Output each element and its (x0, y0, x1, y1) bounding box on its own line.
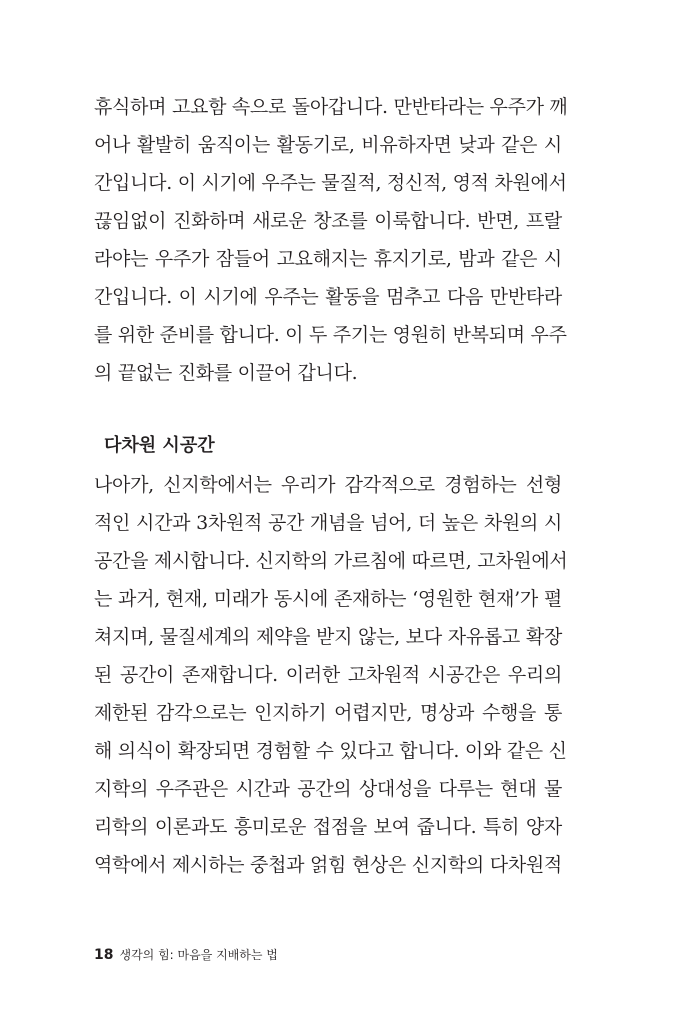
paragraph2-line-7: 제한된 감각으로는 인지하기 어렵지만, 명상과 수행을 통 (94, 702, 562, 724)
paragraph1-line-3: 간입니다. 이 시기에 우주는 물질적, 정신적, 영적 차원에서 (94, 172, 567, 194)
paragraph1-line-5: 라야는 우주가 잠들어 고요해지는 휴지기로, 밤과 같은 시 (94, 248, 562, 270)
paragraph2-line-2: 적인 시간과 3차원적 공간 개념을 넘어, 더 높은 차원의 시 (94, 512, 562, 534)
page-footer (94, 946, 278, 964)
book-title: 생각의 힘: 마음을 지배하는 법 (119, 948, 278, 962)
paragraph1-line-8: 의 끝없는 진화를 이끌어 갑니다. (94, 362, 358, 384)
paragraph1-line-6: 간입니다. 이 시기에 우주는 활동을 멈추고 다음 만반타라 (94, 286, 562, 308)
paragraph2-line-1: 나아가, 신지학에서는 우리가 감각적으로 경험하는 선형 (94, 474, 562, 496)
paragraph1-line-1: 휴식하며 고요함 속으로 돌아갑니다. 만반타라는 우주가 깨 (94, 96, 568, 118)
paragraph2-line-4: 는 과거, 현재, 미래가 동시에 존재하는 ‘영원한 현재’가 펼 (94, 588, 562, 610)
paragraph2-line-11: 역학에서 제시하는 중첩과 얽힘 현상은 신지학의 다차원적 (94, 854, 562, 876)
paragraph2-line-5: 쳐지며, 물질세계의 제약을 받지 않는, 보다 자유롭고 확장 (94, 626, 562, 648)
paragraph1-line-7: 를 위한 준비를 합니다. 이 두 주기는 영원히 반복되며 우주 (94, 324, 567, 346)
paragraph2-line-10: 리학의 이론과도 흥미로운 접점을 보여 줍니다. 특히 양자 (94, 816, 562, 838)
paragraph2-line-6: 된 공간이 존재합니다. 이러한 고차원적 시공간은 우리의 (94, 664, 562, 686)
paragraph1-line-2: 어나 활발히 움직이는 활동기로, 비유하자면 낮과 같은 시 (94, 134, 562, 156)
paragraph1-line-4: 끊임없이 진화하며 새로운 창조를 이룩합니다. 반면, 프랄 (94, 210, 562, 232)
paragraph2-line-3: 공간을 제시합니다. 신지학의 가르침에 따르면, 고차원에서 (94, 550, 568, 572)
page-number: 18 (94, 947, 114, 963)
paragraph2-line-9: 지학의 우주관은 시간과 공간의 상대성을 다루는 현대 물 (94, 778, 562, 800)
paragraph2-line-8: 해 의식이 확장되면 경험할 수 있다고 합니다. 이와 같은 신 (94, 740, 567, 762)
section-heading: 다차원 시공간 (104, 435, 215, 456)
